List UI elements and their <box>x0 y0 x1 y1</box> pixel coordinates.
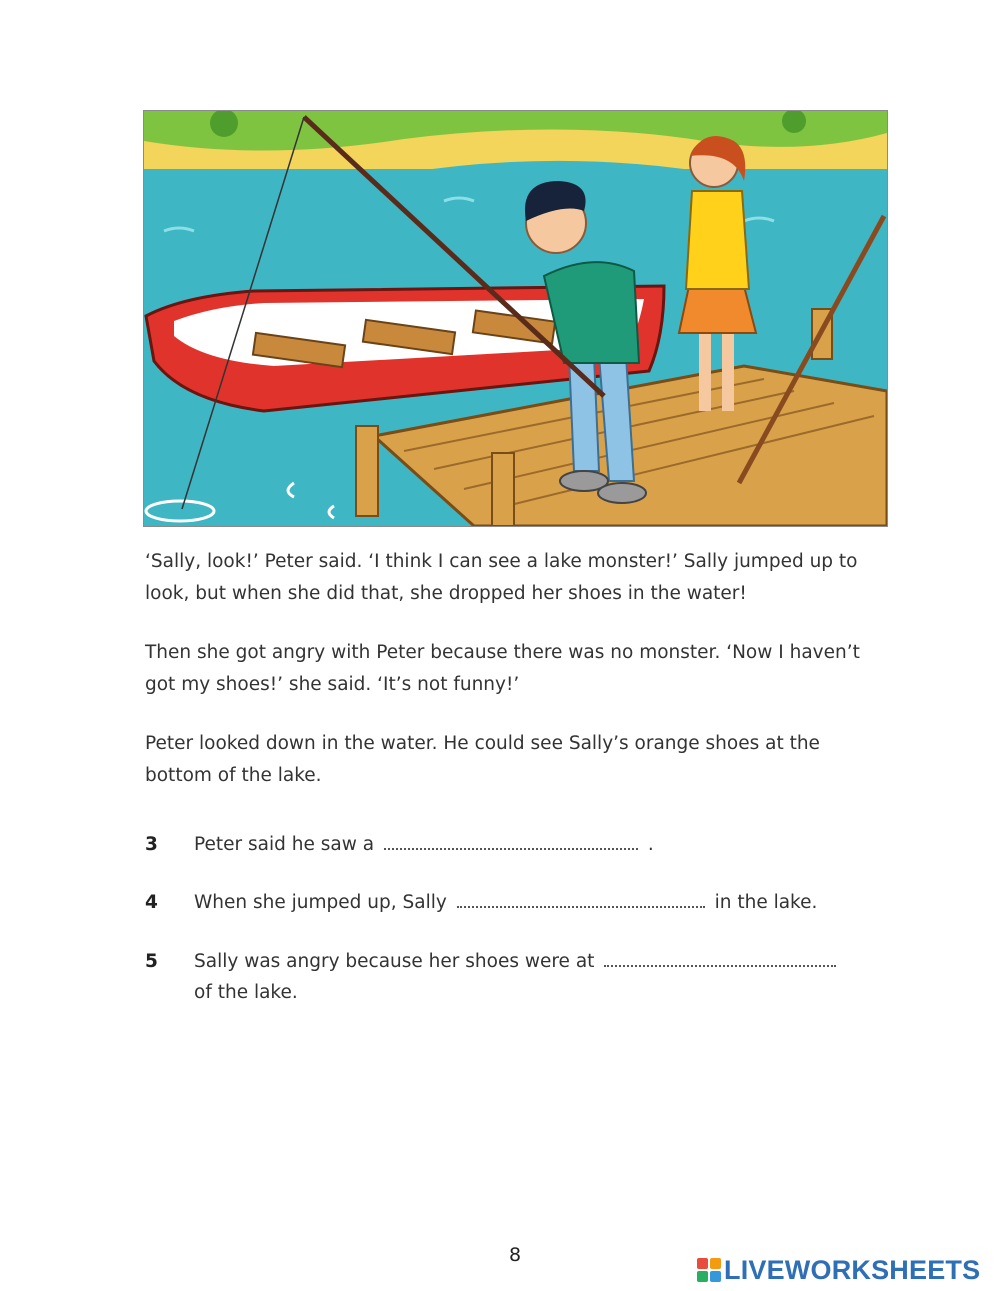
story-illustration <box>143 110 888 527</box>
story-paragraph: Peter looked down in the water. He could see Sally’s orange shoes at the bottom of the lake. <box>145 733 820 786</box>
question-text: When she jumped up, Sally <box>194 892 447 913</box>
story-paragraph: ‘Sally, look!’ Peter said. ‘I think I can see a lake monster!’ Sally jumped up to look, but when she did that, she dropped her shoes in the water! <box>145 551 858 604</box>
question-number: 4 <box>145 892 158 913</box>
brand-name: LIVEWORKSHEETS <box>724 1254 981 1285</box>
dock-post <box>356 426 378 516</box>
page-number: 8 <box>508 1244 522 1266</box>
question-text: Sally was angry because her shoes were at <box>194 951 595 972</box>
question-number: 3 <box>145 834 158 855</box>
story-paragraph: Then she got angry with Peter because there was no monster. ‘Now I haven’t got my shoes!’ she said. ‘It’s not funny!’ <box>145 642 860 695</box>
question-text-end: in the lake. <box>714 892 818 913</box>
answer-blank[interactable] <box>604 947 836 967</box>
liveworksheets-logo[interactable] <box>697 1255 980 1285</box>
question-text-end: of the lake. <box>194 982 298 1003</box>
answer-blank[interactable] <box>384 830 638 850</box>
answer-blank[interactable] <box>457 888 705 908</box>
lake-scene <box>144 111 887 526</box>
question-number: 5 <box>145 951 158 972</box>
dock-post <box>492 453 514 526</box>
question-text-end: . <box>647 834 654 855</box>
question-text: Peter said he saw a <box>194 834 375 855</box>
logo-icon <box>697 1258 721 1282</box>
